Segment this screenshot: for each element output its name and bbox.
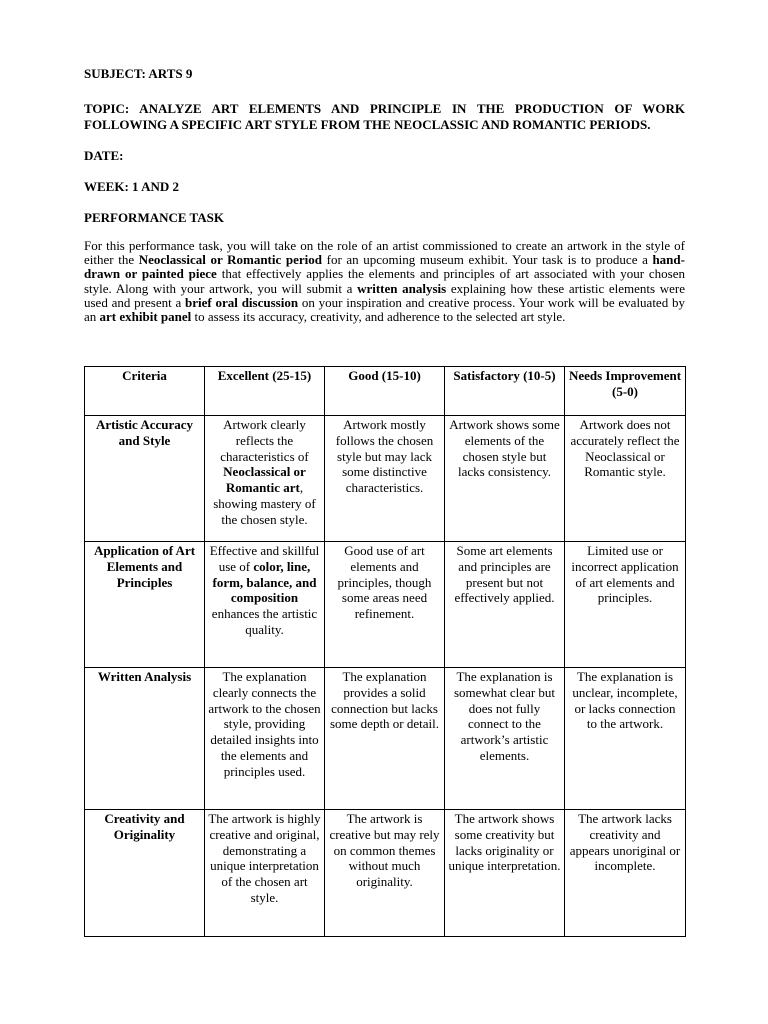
excellent-cell bbox=[205, 542, 325, 668]
intro-bold-3: written analysis bbox=[357, 280, 447, 296]
header-criteria: Criteria bbox=[85, 367, 205, 416]
task-description bbox=[84, 239, 685, 324]
table-header-row bbox=[85, 367, 686, 416]
topic-line: TOPIC: ANALYZE ART ELEMENTS AND PRINCIPLE IN THE PRODUCTION OF WORK FOLLOWING A SPECIFIC ART STYLE FROM THE NEOCLASSIC AND ROMANTIC PERIODS. bbox=[84, 101, 685, 132]
criteria-cell: Creativity and Originality bbox=[85, 810, 205, 937]
intro-text-2: for an upcoming museum exhibit. Your task is to produce a bbox=[322, 252, 653, 268]
intro-text-1: For this performance task, you will take on the role of an artist commissioned to create an artwork in the style of either the bbox=[84, 238, 685, 268]
intro-bold-4: brief oral discussion bbox=[185, 294, 299, 310]
table-row bbox=[85, 542, 686, 668]
needs-improvement-cell: Artwork does not accurately reflect the Neoclassical or Romantic style. bbox=[565, 416, 686, 542]
intro-text-3: that effectively applies the elements and principles of art associated with your chosen style. Along with your artwork, you will submit a bbox=[84, 266, 685, 296]
criteria-cell: Written Analysis bbox=[85, 668, 205, 810]
excellent-cell: The artwork is highly creative and original, demonstrating a unique interpretation of the chosen art style. bbox=[205, 810, 325, 937]
criteria-cell: Artistic Accuracy and Style bbox=[85, 416, 205, 542]
subject-line: SUBJECT: ARTS 9 bbox=[84, 66, 193, 81]
intro-bold-1: Neoclassical or Romantic period bbox=[138, 252, 322, 268]
satisfactory-cell: The artwork shows some creativity but lacks originality or unique interpretation. bbox=[445, 810, 565, 937]
header-satisfactory: Satisfactory (10-5) bbox=[445, 367, 565, 416]
excellent-text-c: , showing mastery of the chosen style. bbox=[213, 480, 316, 527]
needs-improvement-cell: Limited use or incorrect application of art elements and principles. bbox=[565, 542, 686, 668]
excellent-text-bold: Neoclassical or Romantic art bbox=[223, 464, 306, 496]
intro-text-4: explaining how these artistic elements were used and present a bbox=[84, 280, 686, 310]
intro-text-5: on your inspiration and creative process. Your work will be evaluated by an bbox=[84, 294, 685, 325]
excellent-cell: The explanation clearly connects the artwork to the chosen style, providing detailed insights into the elements and principles used. bbox=[205, 668, 325, 810]
header-good: Good (15-10) bbox=[325, 367, 445, 416]
table-row bbox=[85, 416, 686, 542]
intro-bold-2: hand-drawn or painted piece bbox=[84, 252, 685, 282]
intro-bold-5: art exhibit panel bbox=[99, 309, 192, 325]
header-needs-improvement: Needs Improvement (5-0) bbox=[565, 367, 686, 416]
good-cell: The artwork is creative but may rely on common themes without much originality. bbox=[325, 810, 445, 937]
date-line: DATE: bbox=[84, 148, 124, 163]
week-line: WEEK: 1 AND 2 bbox=[84, 179, 179, 194]
satisfactory-cell: The explanation is somewhat clear but does not fully connect to the artwork’s artistic elements. bbox=[445, 668, 565, 810]
rubric-table bbox=[84, 366, 686, 937]
excellent-text-bold: color, line, form, balance, and composition bbox=[212, 558, 317, 606]
good-cell: Good use of art elements and principles, though some areas need refinement. bbox=[325, 542, 445, 668]
header-excellent: Excellent (25-15) bbox=[205, 367, 325, 416]
good-cell: The explanation provides a solid connection but lacks some depth or detail. bbox=[325, 668, 445, 810]
needs-improvement-cell: The artwork lacks creativity and appears unoriginal or incomplete. bbox=[565, 810, 686, 937]
intro-text-6: to assess its accuracy, creativity, and adherence to the selected art style. bbox=[191, 309, 566, 325]
criteria-cell: Application of Art Elements and Principles bbox=[85, 542, 205, 668]
satisfactory-cell: Some art elements and principles are present but not effectively applied. bbox=[445, 542, 565, 668]
good-cell: Artwork mostly follows the chosen style but may lack some distinctive characteristics. bbox=[325, 416, 445, 542]
document-page bbox=[84, 66, 685, 337]
excellent-text-c: enhances the artistic quality. bbox=[211, 606, 318, 637]
table-row bbox=[85, 810, 686, 937]
excellent-cell bbox=[205, 416, 325, 542]
performance-task-title: PERFORMANCE TASK bbox=[84, 210, 224, 225]
excellent-text-a: Artwork clearly reflects the characteristics of bbox=[220, 417, 309, 464]
needs-improvement-cell: The explanation is unclear, incomplete, or lacks connection to the artwork. bbox=[565, 668, 686, 810]
satisfactory-cell: Artwork shows some elements of the chosen style but lacks consistency. bbox=[445, 416, 565, 542]
table-row bbox=[85, 668, 686, 810]
excellent-text-a: Effective and skillful use of bbox=[209, 543, 320, 574]
